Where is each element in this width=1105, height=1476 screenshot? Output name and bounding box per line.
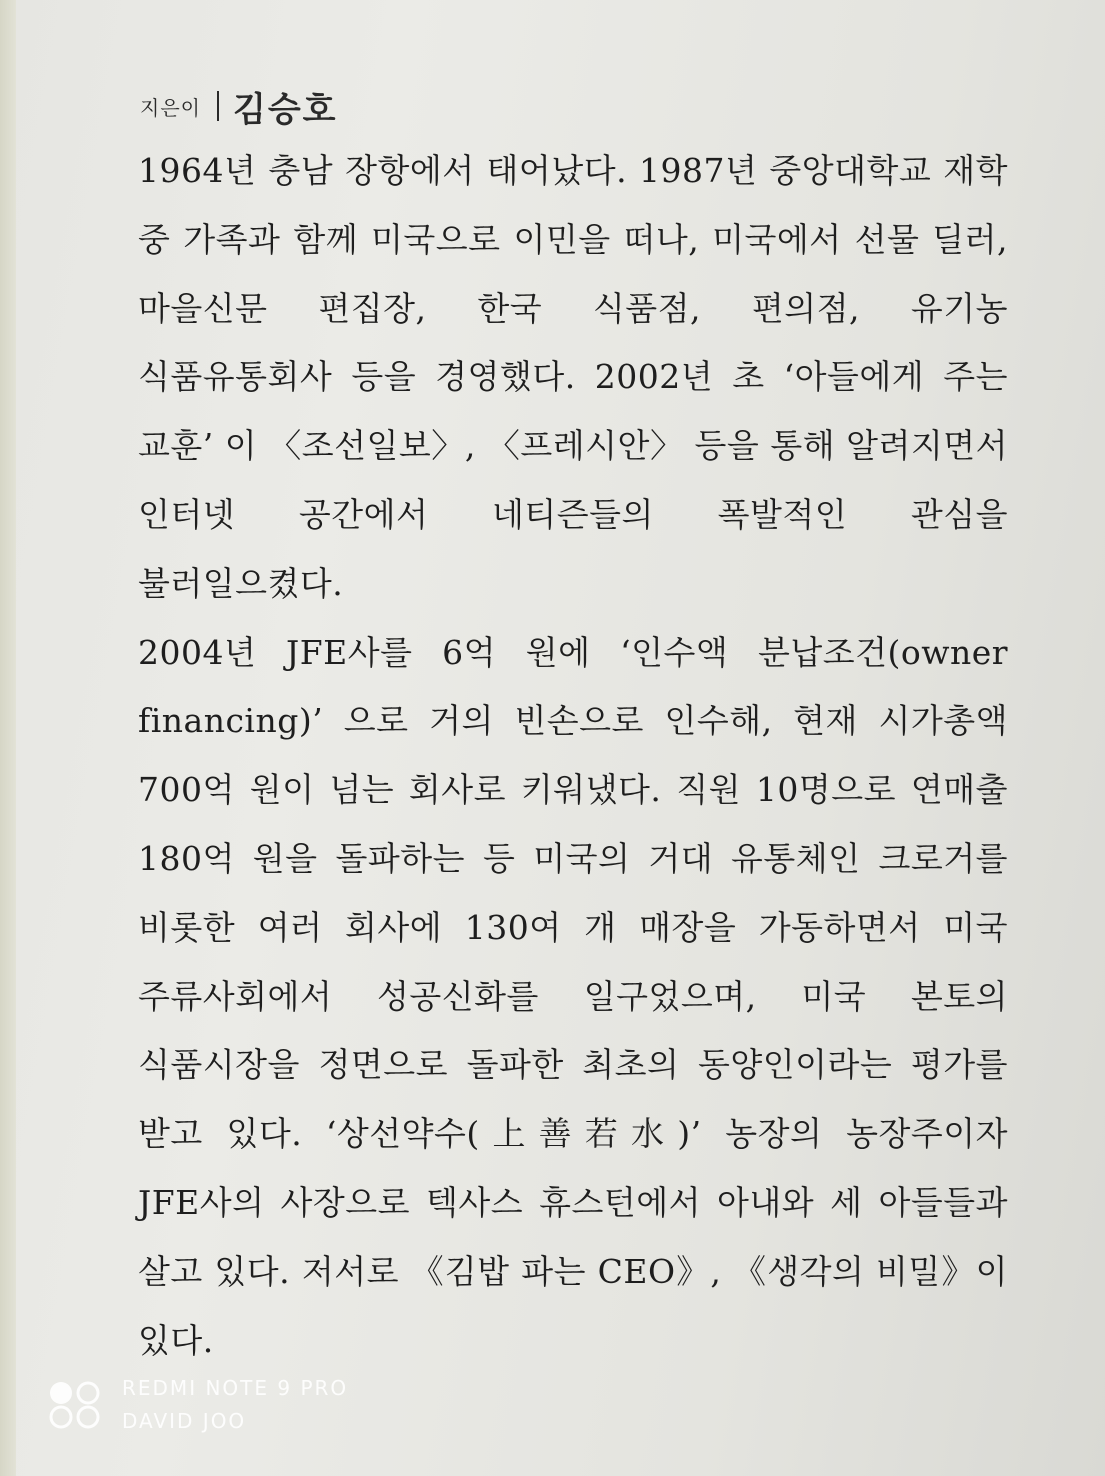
page-edge <box>0 0 16 1476</box>
author-header <box>128 78 1008 134</box>
bio-paragraph-1: 1964년 충남 장항에서 태어났다. 1987년 중앙대학교 재학 중 가족과 함께 미국으로 이민을 떠나, 미국에서 선물 딜러, 마을신문 편집장, 한국 식품점, 편의점, 유기농 식품유통회사 등을 경영했다. 2002년 초 ‘아들에게 주는 교훈’ 이 〈조선일보〉, 〈프레시안〉 등을 통해 알려지면서 인터넷 공간에서 네티즌들의 폭발적인 관심을 불러일으켰다. <box>138 151 1008 603</box>
bio-paragraph-2: 2004년 JFE사를 6억 원에 ‘인수액 분납조건(owner financing)’ 으로 거의 빈손으로 인수해, 현재 시가총액 700억 원이 넘는 회사로 키워냈다. 직원 10명으로 연매출 180억 원을 돌파하는 등 미국의 거대 유통체인 크로거를 비롯한 여러 회사에 130여 개 매장을 가동하면서 미국 주류사회에서 성공신화를 일구었으며, 미국 본토의 식품시장을 정면으로 돌파한 최초의 동양인이라는 평가를 받고 있다. ‘상선약수(上善若水)’ 농장의 농장주이자 JFE사의 사장으로 텍사스 휴스턴에서 아내와 세 아들들과 살고 있다. 저서로 《김밥 파는 CEO》, 《생각의 비밀》이 있다. <box>138 632 1008 1360</box>
watermark-text <box>122 1372 348 1438</box>
camera-watermark <box>48 1372 348 1438</box>
author-label: 지은이 <box>140 95 201 120</box>
book-page <box>128 78 1008 1375</box>
camera-lens-dots-icon <box>48 1379 102 1431</box>
watermark-owner: DAVID JOO <box>122 1409 247 1433</box>
author-name: 김승호 <box>232 89 338 130</box>
watermark-device: REDMI NOTE 9 PRO <box>122 1376 349 1400</box>
author-bio <box>128 134 1008 1375</box>
header-divider <box>217 91 219 121</box>
